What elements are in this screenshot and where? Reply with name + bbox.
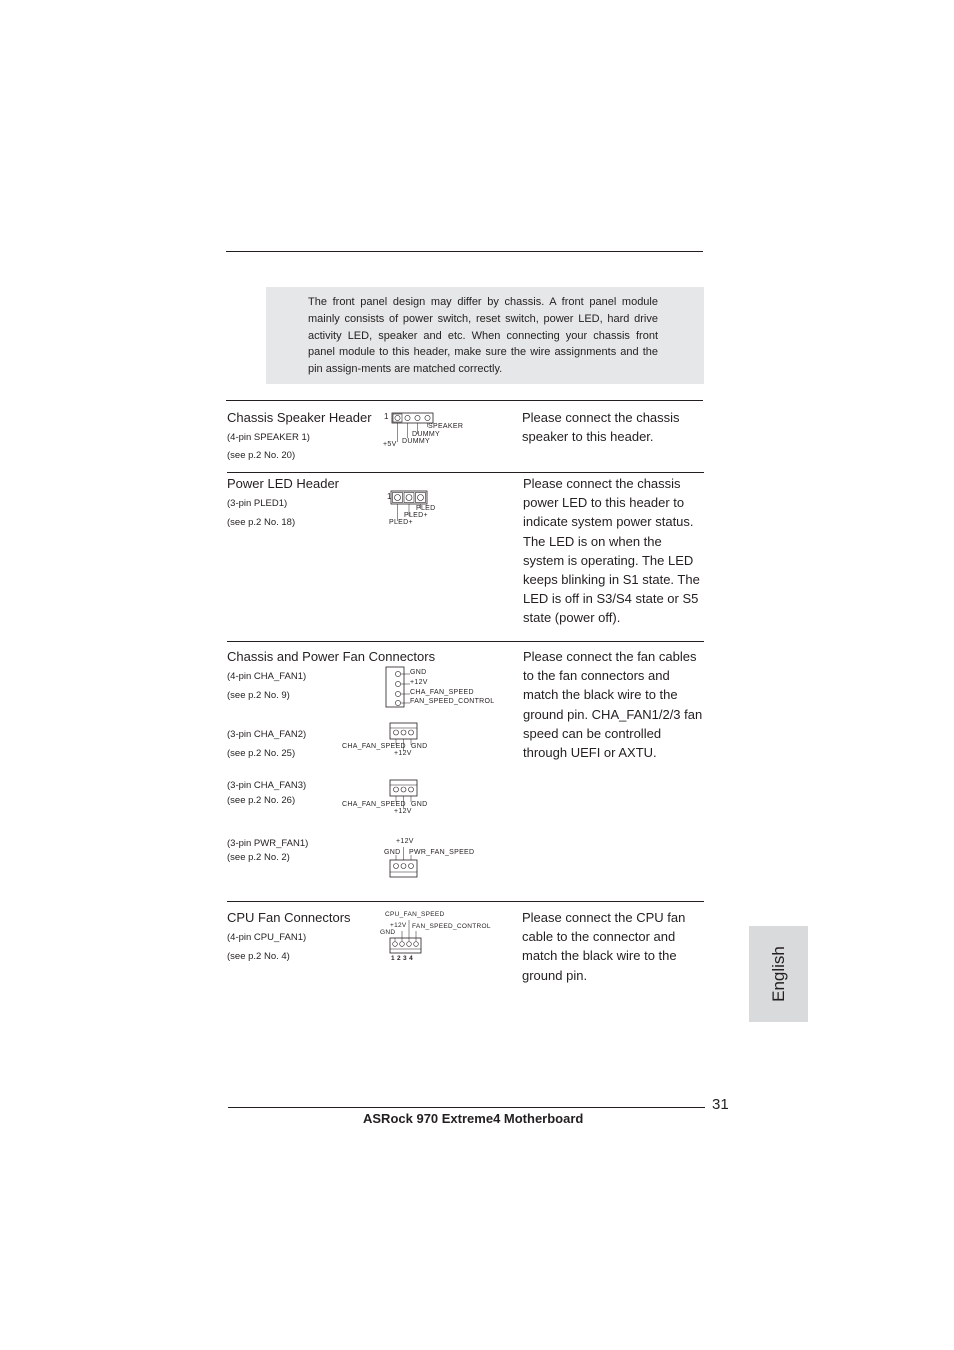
cha-fan2-ref: (see p.2 No. 25) (227, 748, 296, 759)
front-panel-note-box (266, 287, 704, 384)
section-rule (227, 901, 704, 902)
language-tab-label: English (768, 946, 788, 1002)
page-number: 31 (712, 1096, 729, 1113)
cpu-fan-description: Please connect the CPU fan cable to the connector and match the black wire to the ground pin. (522, 910, 686, 983)
speaker-label-speaker: SPEAKER (428, 423, 464, 430)
section-rule (227, 472, 704, 473)
pled-pin1-label: 1 (387, 492, 392, 501)
pled-label-pled: PLED (416, 505, 436, 512)
cha-fan1-label-gnd: GND (410, 669, 427, 676)
pled-ref: (see p.2 No. 18) (227, 517, 296, 528)
fans-title: Chassis and Power Fan Connectors (227, 649, 436, 664)
pled-description: Please connect the chassis power LED to this header to indicate system power status. The LED is on when the system is operating. The LED keeps blinking in S1 state. The LED is off in S3/S4 state or S5 state (power off). (523, 476, 700, 626)
pwr-fan1-label-gnd: GND (384, 849, 401, 856)
pwr-fan1-pin: (3-pin PWR_FAN1) (227, 838, 309, 849)
pwr-fan1-ref: (see p.2 No. 2) (227, 852, 290, 863)
pled-pin: (3-pin PLED1) (227, 498, 288, 509)
speaker-pin: (4-pin SPEAKER 1) (227, 432, 310, 443)
cha-fan1-label-speed: CHA_FAN_SPEED (410, 689, 474, 696)
section-rule (226, 400, 703, 401)
pled-label-pled-plus-1: PLED+ (404, 512, 428, 519)
cpu-fan-pin: (4-pin CPU_FAN1) (227, 932, 307, 943)
speaker-description: Please connect the chassis speaker to this header. (522, 410, 680, 445)
speaker-label-dummy-1: DUMMY (412, 431, 440, 438)
pled-label-pled-plus-2: PLED+ (389, 519, 413, 526)
speaker-label-5v: +5V (383, 441, 397, 448)
language-tab (749, 926, 808, 1022)
speaker-label-dummy-2: DUMMY (402, 438, 430, 445)
pled-title: Power LED Header (227, 476, 339, 491)
cha-fan3-pin: (3-pin CHA_FAN3) (227, 780, 307, 791)
speaker-pin1-label: 1 (384, 412, 389, 421)
cha-fan2-label-speed: CHA_FAN_SPEED (342, 743, 406, 750)
cha-fan1-ref: (see p.2 No. 9) (227, 690, 290, 701)
cha-fan1-pin: (4-pin CHA_FAN1) (227, 671, 307, 682)
footer-rule (228, 1107, 705, 1108)
cpu-fan-title: CPU Fan Connectors (227, 910, 351, 925)
cha-fan2-pin: (3-pin CHA_FAN2) (227, 729, 307, 740)
section-rule (227, 641, 704, 642)
cha-fan2-label-12v: +12V (394, 750, 412, 757)
pwr-fan1-label-speed: PWR_FAN_SPEED (409, 849, 475, 856)
cpu-fan-ref: (see p.2 No. 4) (227, 951, 290, 962)
cha-fan3-label-12v: +12V (394, 808, 412, 815)
cha-fan3-ref: (see p.2 No. 26) (227, 795, 296, 806)
footer-title: ASRock 970 Extreme4 Motherboard (363, 1111, 584, 1126)
cha-fan3-label-speed: CHA_FAN_SPEED (342, 801, 406, 808)
cpu-fan-label-12v: +12V (390, 922, 407, 929)
cpu-fan-label-speed: CPU_FAN_SPEED (385, 911, 445, 918)
front-panel-note: The front panel design may differ by chassis. A front panel module mainly consists of power switch, reset switch, power LED, hard drive activity LED, speaker and etc. When connecting your chassis front panel module to this header, make sure the wire assignments and the pin assign-ments are matched correctly. (308, 296, 658, 376)
cpu-fan-label-gnd: GND (380, 929, 396, 936)
cha-fan2-label-gnd: GND (411, 743, 428, 750)
cpu-fan-label-control: FAN_SPEED_CONTROL (412, 923, 491, 930)
top-rule (226, 251, 703, 252)
pwr-fan1-label-12v: +12V (396, 838, 414, 845)
cha-fan3-label-gnd: GND (411, 801, 428, 808)
cha-fan1-label-control: FAN_SPEED_CONTROL (410, 698, 495, 705)
fans-description: Please connect the fan cables to the fan connectors and match the black wire to the ground pin. CHA_FAN1/2/3 fan speed can be controlled through UEFI or AXTU. (523, 649, 703, 761)
speaker-title: Chassis Speaker Header (227, 410, 372, 425)
speaker-ref: (see p.2 No. 20) (227, 450, 296, 461)
cha-fan1-label-12v: +12V (410, 679, 428, 686)
cpu-fan-pin-numbers: 1 2 3 4 (391, 955, 413, 962)
